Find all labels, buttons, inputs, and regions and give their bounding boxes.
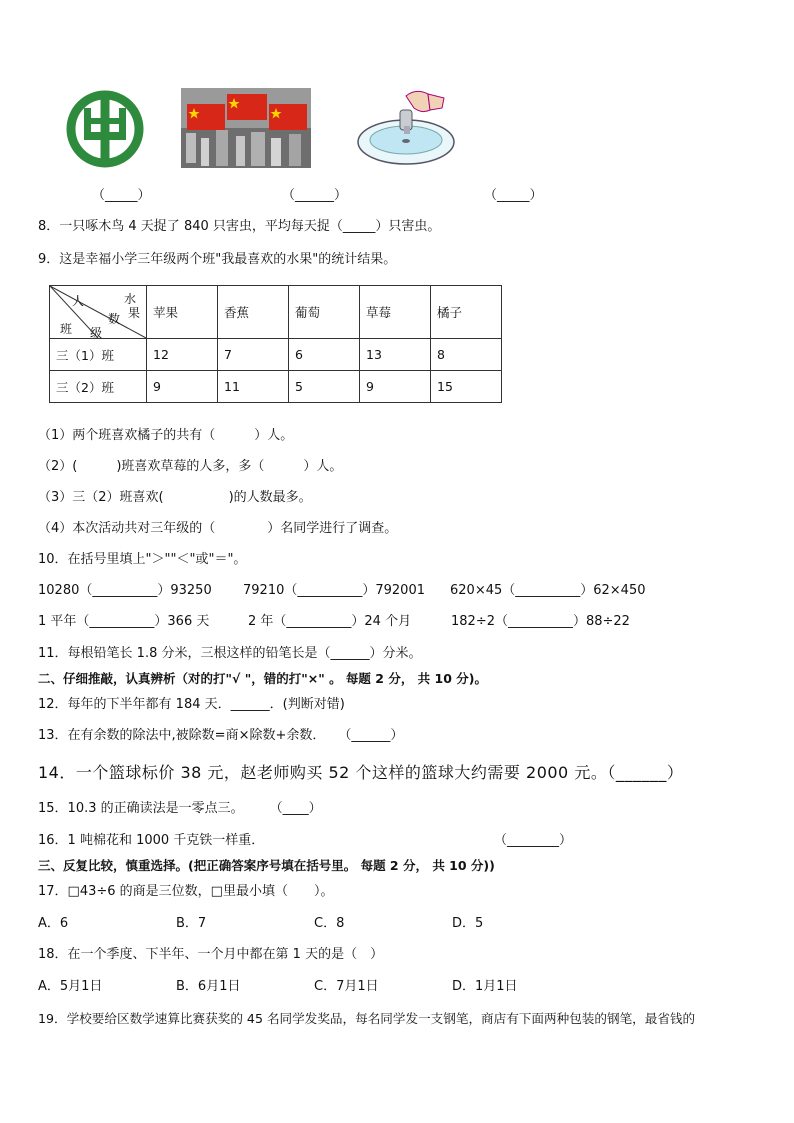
table-cell: 12 <box>147 339 218 371</box>
question-12: 12．每年的下半年都有 184 天．______．(判断对错) <box>38 697 345 712</box>
flags-city-image <box>181 88 311 168</box>
table-cell: 6 <box>289 339 360 371</box>
header-cell: 香蕉 <box>218 286 289 339</box>
question-17: 17．□43÷6 的商是三位数，□里最小填（ ）。 <box>38 884 334 899</box>
q17-option-d[interactable]: D．5 <box>452 916 484 931</box>
table-cell: 11 <box>218 371 289 403</box>
image-blank-2[interactable]: （______） <box>282 188 348 203</box>
header-cell: 橘子 <box>431 286 502 339</box>
question-19: 19．学校要给区数学速算比赛获奖的 45 名同学发奖品，每名同学发一支钢笔，商店有下面两种包装的钢笔，最省钱的 <box>38 1011 696 1026</box>
question-9-sub-4: （4）本次活动共对三年级的（ ）名同学进行了调查。 <box>38 521 398 536</box>
header-cell: 草莓 <box>360 286 431 339</box>
question-9-sub-3: （3）三（2）班喜欢( )的人数最多。 <box>38 490 312 505</box>
table-cell: 13 <box>360 339 431 371</box>
compare-2[interactable]: 79210（__________）792001 <box>243 583 425 598</box>
faucet-sink-image <box>344 86 464 170</box>
corner-shui: 水 <box>124 292 137 306</box>
question-10: 10．在括号里填上"＞""＜"或"＝"。 <box>38 552 247 567</box>
question-9-sub-1: （1）两个班喜欢橘子的共有（ ）人。 <box>38 428 294 443</box>
faucet-sink-icon <box>344 86 464 170</box>
question-14: 14．一个篮球标价 38 元，赵老师购买 52 个这样的篮球大约需要 2000 元。（______） <box>38 763 684 782</box>
table-cell: 7 <box>218 339 289 371</box>
header-cell: 葡萄 <box>289 286 360 339</box>
table-cell: 5 <box>289 371 360 403</box>
question-16-blank[interactable]: （________） <box>494 833 573 848</box>
q18-option-d[interactable]: D．1月1日 <box>452 979 518 994</box>
compare-6[interactable]: 182÷2（__________）88÷22 <box>451 614 630 629</box>
image-blank-1[interactable]: （_____） <box>92 188 151 203</box>
bank-logo-image <box>64 88 146 170</box>
q17-option-c[interactable]: C．8 <box>314 916 345 931</box>
compare-3[interactable]: 620×45（__________）62×450 <box>450 583 646 598</box>
corner-guo: 果 <box>128 306 141 320</box>
table-cell: 15 <box>431 371 502 403</box>
table-cell: 8 <box>431 339 502 371</box>
header-cell: 苹果 <box>147 286 218 339</box>
fruit-stats-table <box>49 285 502 403</box>
q17-option-b[interactable]: B．7 <box>176 916 207 931</box>
question-9: 9．这是幸福小学三年级两个班"我最喜欢的水果"的统计结果。 <box>38 252 397 267</box>
table-row <box>50 371 502 403</box>
question-8: 8．一只啄木鸟 4 天捉了 840 只害虫，平均每天捉（_____）只害虫。 <box>38 219 441 234</box>
image-blank-3[interactable]: （_____） <box>484 188 543 203</box>
question-9-sub-2: （2）( )班喜欢草莓的人多，多（ ）人。 <box>38 459 343 474</box>
corner-ban: 班 <box>60 322 73 336</box>
question-13: 13．在有余数的除法中,被除数=商×除数+余数． （______） <box>38 728 404 743</box>
compare-1[interactable]: 10280（__________）93250 <box>38 583 212 598</box>
compare-4[interactable]: 1 平年（__________）366 天 <box>38 614 210 629</box>
flags-city-icon <box>181 88 311 168</box>
question-16: 16．1 吨棉花和 1000 千克铁一样重． <box>38 833 265 848</box>
question-11: 11．每根铅笔长 1.8 分米，三根这样的铅笔长是（______）分米。 <box>38 646 422 661</box>
q18-option-b[interactable]: B．6月1日 <box>176 979 241 994</box>
corner-ji: 级 <box>90 326 103 340</box>
compare-5[interactable]: 2 年（__________）24 个月 <box>248 614 412 629</box>
question-18: 18．在一个季度、下半年、一个月中都在第 1 天的是（ ） <box>38 947 384 962</box>
table-cell: 9 <box>360 371 431 403</box>
question-15: 15．10.3 的正确读法是一零点三。 （____） <box>38 801 322 816</box>
section-3-heading: 三、反复比较，慎重选择。(把正确答案序号填在括号里。 每题 2 分， 共 10 分)) <box>38 858 495 873</box>
table-corner-cell <box>50 286 147 339</box>
row-label: 三（1）班 <box>50 339 147 371</box>
q18-option-c[interactable]: C．7月1日 <box>314 979 379 994</box>
q18-option-a[interactable]: A．5月1日 <box>38 979 103 994</box>
q17-option-a[interactable]: A．6 <box>38 916 69 931</box>
table-cell: 9 <box>147 371 218 403</box>
row-label: 三（2）班 <box>50 371 147 403</box>
corner-ren: 人 <box>72 294 85 308</box>
section-2-heading: 二、仔细推敲，认真辨析（对的打"√ "，错的打"×" 。 每题 2 分， 共 10 分)。 <box>38 671 487 686</box>
table-row <box>50 339 502 371</box>
bank-logo-icon <box>64 88 146 170</box>
corner-shu: 数 <box>108 312 121 326</box>
